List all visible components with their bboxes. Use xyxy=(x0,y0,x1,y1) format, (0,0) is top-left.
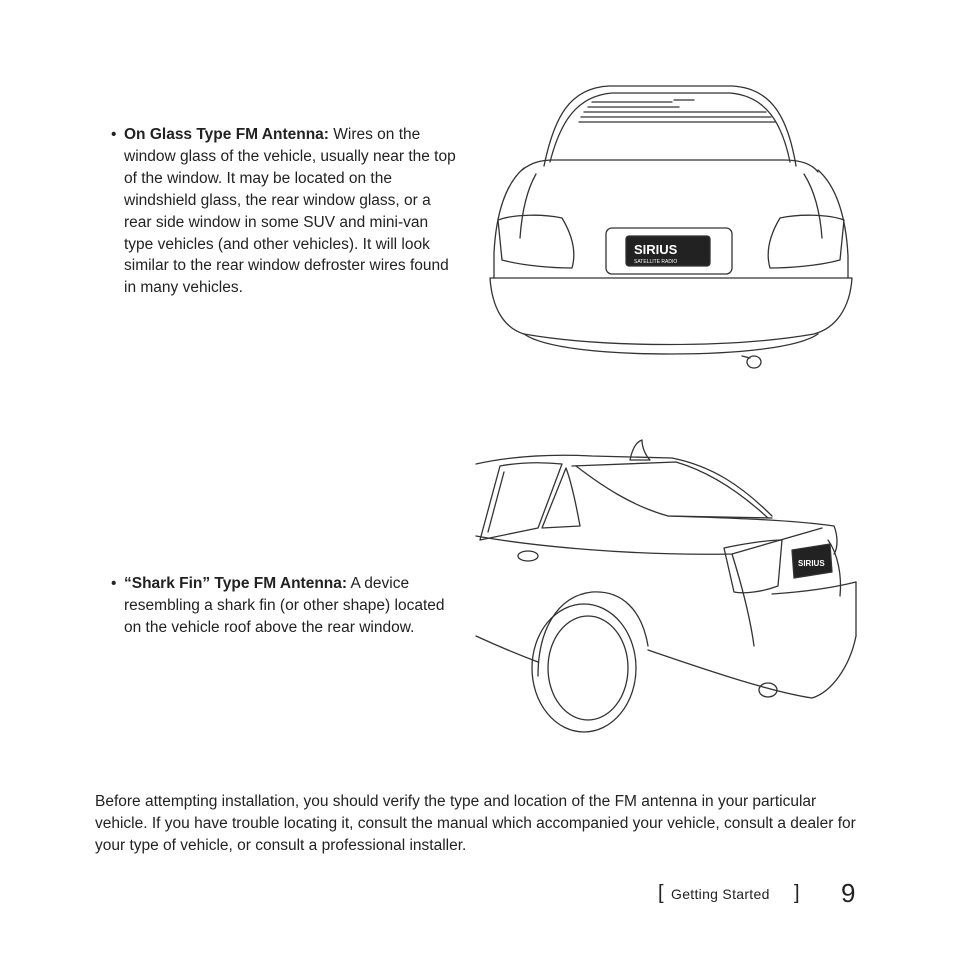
shark-fin-antenna-description xyxy=(124,573,463,639)
svg-text:SIRIUS: SIRIUS xyxy=(798,559,825,568)
right-tail-light xyxy=(768,215,844,268)
footer-close-bracket: ] xyxy=(794,882,800,904)
door-handle xyxy=(518,551,538,561)
bullet-marker: • xyxy=(111,126,117,143)
page-number: 9 xyxy=(841,878,856,908)
left-tail-light xyxy=(498,215,574,268)
rear-bumper xyxy=(648,636,856,698)
rear-window xyxy=(576,466,772,518)
trunk-lid xyxy=(522,160,818,172)
svg-text:SIRIUS: SIRIUS xyxy=(634,242,678,257)
rear-bumper xyxy=(490,278,852,345)
quarter-window xyxy=(542,468,580,528)
shark-fin-antenna-text: A device resembling a shark fin (or other shape) located on the vehicle roof above the rear window. xyxy=(124,575,445,636)
shark-fin-antenna-term: “Shark Fin” Type FM Antenna: xyxy=(124,575,348,592)
installation-note-paragraph: Before attempting installation, you should verify the type and location of the FM antenna in your particular vehicle. If you have trouble locating it, consult the manual which accompanied your vehicle, consult a dealer for your type of vehicle, or consult a professional installer. xyxy=(95,793,856,854)
on-glass-antenna-item xyxy=(111,124,461,299)
footer-section-label: Getting Started xyxy=(671,886,770,902)
rear-window-outline xyxy=(544,86,796,166)
bullet-marker: • xyxy=(111,575,117,592)
rear-view-car-illustration xyxy=(484,78,858,374)
on-glass-antenna-description xyxy=(124,124,461,299)
shark-fin-car-illustration xyxy=(472,436,864,736)
on-glass-antenna-text: Wires on the window glass of the vehicle, usually near the top of the window. It may be located on the windshield glass, the rear window glass, or a rear side window in some SUV and mini-van type vehicles (and other vehicles). It will look similar to the rear window defroster wires found in many vehicles. xyxy=(124,126,456,297)
sirius-license-plate xyxy=(792,544,832,578)
shark-fin-antenna-item xyxy=(111,573,463,639)
side-window xyxy=(480,463,562,540)
on-glass-antenna-term: On Glass Type FM Antenna: xyxy=(124,126,329,143)
page-footer xyxy=(655,876,865,916)
footer-open-bracket: [ xyxy=(658,882,664,904)
svg-text:SATELLITE RADIO: SATELLITE RADIO xyxy=(634,259,678,265)
sirius-license-plate xyxy=(626,236,710,266)
on-glass-antenna-wires xyxy=(579,100,775,122)
